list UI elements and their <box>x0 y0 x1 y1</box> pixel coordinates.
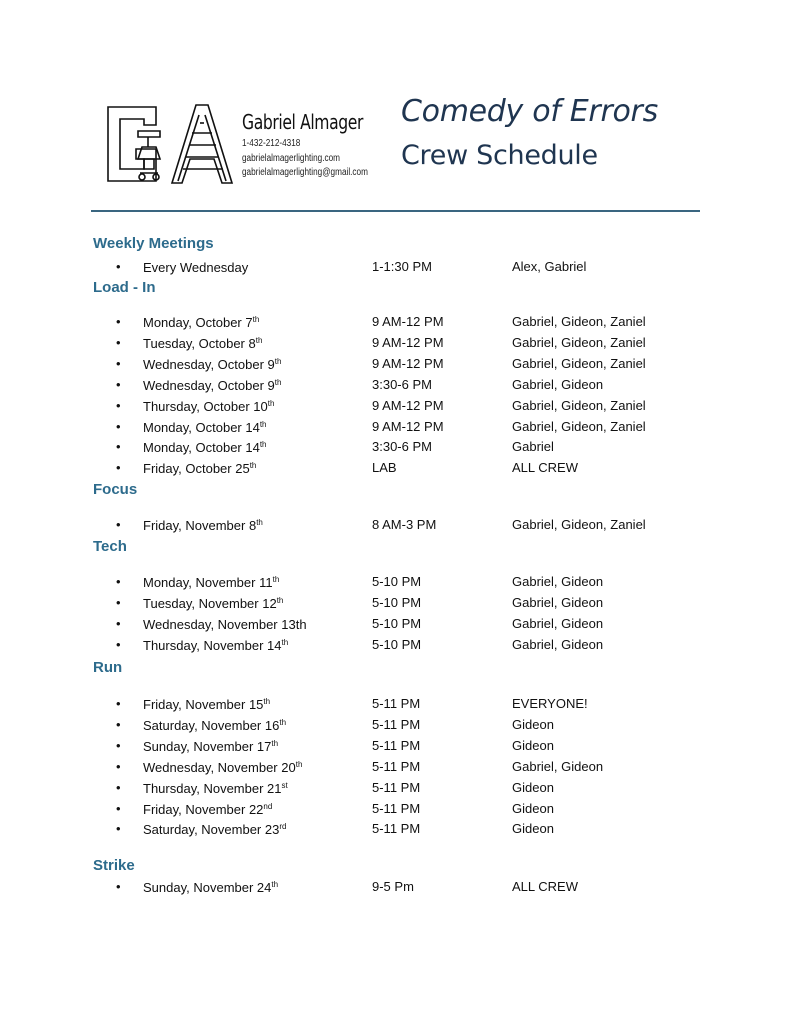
row-date-text: Wednesday, November 13th <box>143 617 307 632</box>
logo-email: gabrielalmagerlighting@gmail.com <box>242 167 368 178</box>
section-heading: Load - In <box>93 279 156 296</box>
row-date-text: Monday, October 14 <box>143 420 260 435</box>
row-date-suffix: rd <box>279 822 287 831</box>
row-date <box>143 718 286 733</box>
row-time: 5-11 PM <box>372 738 421 753</box>
row-crew: Gabriel, Gideon <box>512 759 604 774</box>
bullet-icon: • <box>116 356 121 371</box>
row-date-text: Sunday, November 24 <box>143 880 272 895</box>
bullet-icon: • <box>116 419 121 434</box>
row-crew: Gabriel, Gideon, Zaniel <box>512 398 646 413</box>
bullet-icon: • <box>116 738 121 753</box>
row-date-text: Friday, October 25 <box>143 461 250 476</box>
row-crew: ALL CREW <box>512 460 578 475</box>
row-date <box>143 575 279 590</box>
row-date <box>143 260 248 275</box>
row-date-text: Every Wednesday <box>143 260 249 275</box>
row-date-text: Saturday, November 16 <box>143 718 280 733</box>
schedule-row <box>0 377 791 395</box>
row-date-suffix: th <box>267 399 275 408</box>
section-heading: Strike <box>93 857 135 874</box>
section-heading: Focus <box>93 481 138 498</box>
row-date <box>143 638 288 653</box>
schedule-row <box>0 759 791 777</box>
row-date <box>143 420 267 435</box>
row-time: 5-11 PM <box>372 759 421 774</box>
row-date-text: Friday, November 22 <box>143 802 264 817</box>
row-time: 5-11 PM <box>372 821 421 836</box>
bullet-icon: • <box>116 879 121 894</box>
schedule-row <box>0 259 791 277</box>
row-date-text: Sunday, November 17 <box>143 739 272 754</box>
ga-logo-icon <box>104 101 236 189</box>
row-time: 5-11 PM <box>372 780 421 795</box>
row-date-text: Tuesday, October 8 <box>143 336 256 351</box>
row-date-text: Wednesday, November 20 <box>143 760 296 775</box>
schedule-row <box>0 439 791 457</box>
row-time: 5-11 PM <box>372 696 421 711</box>
schedule-row <box>0 595 791 613</box>
row-crew: EVERYONE! <box>512 696 588 711</box>
schedule-row <box>0 460 791 478</box>
bullet-icon: • <box>116 517 121 532</box>
row-time: 9 AM-12 PM <box>372 314 444 329</box>
document-subtitle: Crew Schedule <box>401 140 598 171</box>
schedule-row <box>0 356 791 374</box>
row-date-suffix: th <box>256 518 263 527</box>
row-date <box>143 336 262 351</box>
row-date-text: Tuesday, November 12 <box>143 596 277 611</box>
row-time: 9 AM-12 PM <box>372 398 444 413</box>
row-date-suffix: th <box>281 638 289 647</box>
row-time: 5-10 PM <box>372 574 422 589</box>
section-heading: Run <box>93 659 123 676</box>
schedule-row <box>0 616 791 634</box>
header-divider <box>91 210 700 212</box>
schedule-row <box>0 879 791 897</box>
row-date-text: Monday, October 14 <box>143 440 260 455</box>
row-date-text: Friday, November 8 <box>143 518 257 533</box>
row-date <box>143 781 288 796</box>
schedule-row <box>0 574 791 592</box>
row-date <box>143 399 274 414</box>
row-date <box>143 518 263 533</box>
schedule-row <box>0 314 791 332</box>
row-date <box>143 357 281 372</box>
row-date <box>143 739 278 754</box>
row-date-suffix: th <box>276 596 284 605</box>
logo-name: Gabriel Almager <box>242 110 364 134</box>
bullet-icon: • <box>116 335 121 350</box>
bullet-icon: • <box>116 717 121 732</box>
row-crew: Gideon <box>512 717 554 732</box>
row-time: 5-10 PM <box>372 637 422 652</box>
row-time: 5-11 PM <box>372 717 421 732</box>
schedule-row <box>0 738 791 756</box>
logo-phone: 1-432-212-4318 <box>242 138 301 149</box>
row-crew: ALL CREW <box>512 879 578 894</box>
bullet-icon: • <box>116 595 121 610</box>
schedule-row <box>0 717 791 735</box>
document-title: Comedy of Errors <box>401 94 658 129</box>
logo-website: gabrielalmagerlighting.com <box>242 153 341 164</box>
row-date <box>143 461 256 476</box>
row-crew: Gabriel <box>512 439 554 454</box>
row-date-text: Monday, October 7 <box>143 315 253 330</box>
bullet-icon: • <box>116 780 121 795</box>
row-date-suffix: th <box>295 760 303 769</box>
schedule-row <box>0 637 791 655</box>
row-crew: Gabriel, Gideon <box>512 595 604 610</box>
bullet-icon: • <box>116 637 121 652</box>
row-date-text: Wednesday, October 9 <box>143 378 275 393</box>
row-date <box>143 617 307 632</box>
bullet-icon: • <box>116 377 121 392</box>
row-crew: Gabriel, Gideon, Zaniel <box>512 335 646 350</box>
row-date-suffix: nd <box>263 802 273 811</box>
bullet-icon: • <box>116 460 121 475</box>
row-date-text: Saturday, November 23 <box>143 822 280 837</box>
bullet-icon: • <box>116 616 121 631</box>
section-heading: Tech <box>93 538 127 555</box>
schedule-row <box>0 398 791 416</box>
row-date-text: Thursday, November 21 <box>143 781 282 796</box>
row-time: 9 AM-12 PM <box>372 356 444 371</box>
row-date <box>143 596 283 611</box>
bullet-icon: • <box>116 439 121 454</box>
schedule-row <box>0 335 791 353</box>
row-time: 5-10 PM <box>372 616 422 631</box>
row-crew: Gabriel, Gideon, Zaniel <box>512 314 646 329</box>
row-date-text: Monday, November 11 <box>143 575 273 590</box>
bullet-icon: • <box>116 314 121 329</box>
row-crew: Gabriel, Gideon, Zaniel <box>512 517 646 532</box>
bullet-icon: • <box>116 259 121 274</box>
row-date-suffix: st <box>281 781 288 790</box>
schedule-row <box>0 419 791 437</box>
schedule-row <box>0 801 791 819</box>
row-crew: Gabriel, Gideon <box>512 574 604 589</box>
row-time: 5-10 PM <box>372 595 422 610</box>
row-date-suffix: th <box>272 575 280 584</box>
schedule-row <box>0 517 791 535</box>
row-date-suffix: th <box>274 357 282 366</box>
row-date-text: Thursday, November 14 <box>143 638 282 653</box>
row-date-suffix: th <box>259 420 267 429</box>
schedule-row <box>0 821 791 839</box>
row-time: 8 AM-3 PM <box>372 517 437 532</box>
row-date-text: Friday, November 15 <box>143 697 264 712</box>
row-date-suffix: th <box>279 718 287 727</box>
row-date-text: Wednesday, October 9 <box>143 357 275 372</box>
row-time: 9 AM-12 PM <box>372 335 444 350</box>
row-crew: Gideon <box>512 780 554 795</box>
row-date-suffix: th <box>274 378 282 387</box>
row-date-suffix: th <box>252 315 260 324</box>
row-crew: Gabriel, Gideon <box>512 377 604 392</box>
row-date <box>143 378 281 393</box>
schedule-row <box>0 780 791 798</box>
bullet-icon: • <box>116 696 121 711</box>
schedule-row <box>0 696 791 714</box>
row-crew: Gabriel, Gideon, Zaniel <box>512 419 646 434</box>
bullet-icon: • <box>116 759 121 774</box>
bullet-icon: • <box>116 821 121 836</box>
row-time: 3:30-6 PM <box>372 377 432 392</box>
row-crew: Gideon <box>512 738 554 753</box>
row-date-suffix: th <box>271 739 279 748</box>
row-crew: Gabriel, Gideon <box>512 616 604 631</box>
row-crew: Alex, Gabriel <box>512 259 587 274</box>
row-crew: Gabriel, Gideon <box>512 637 604 652</box>
row-time: LAB <box>372 460 397 475</box>
row-crew: Gideon <box>512 821 554 836</box>
section-heading: Weekly Meetings <box>93 235 214 252</box>
row-crew: Gideon <box>512 801 554 816</box>
row-date <box>143 822 286 837</box>
row-date-text: Thursday, October 10 <box>143 399 268 414</box>
bullet-icon: • <box>116 801 121 816</box>
row-date-suffix: th <box>263 697 271 706</box>
row-time: 9 AM-12 PM <box>372 419 444 434</box>
row-date <box>143 697 270 712</box>
row-time: 5-11 PM <box>372 801 421 816</box>
row-date <box>143 802 272 817</box>
row-date-suffix: th <box>259 440 267 449</box>
row-date-suffix: th <box>271 880 279 889</box>
row-date-suffix: th <box>249 461 257 470</box>
row-time: 9-5 Pm <box>372 879 414 894</box>
row-date-suffix: th <box>255 336 263 345</box>
row-time: 1-1:30 PM <box>372 259 432 274</box>
row-date <box>143 760 302 775</box>
row-date <box>143 880 278 895</box>
row-date <box>143 440 267 455</box>
bullet-icon: • <box>116 398 121 413</box>
bullet-icon: • <box>116 574 121 589</box>
row-time: 3:30-6 PM <box>372 439 432 454</box>
row-date <box>143 315 259 330</box>
row-crew: Gabriel, Gideon, Zaniel <box>512 356 646 371</box>
